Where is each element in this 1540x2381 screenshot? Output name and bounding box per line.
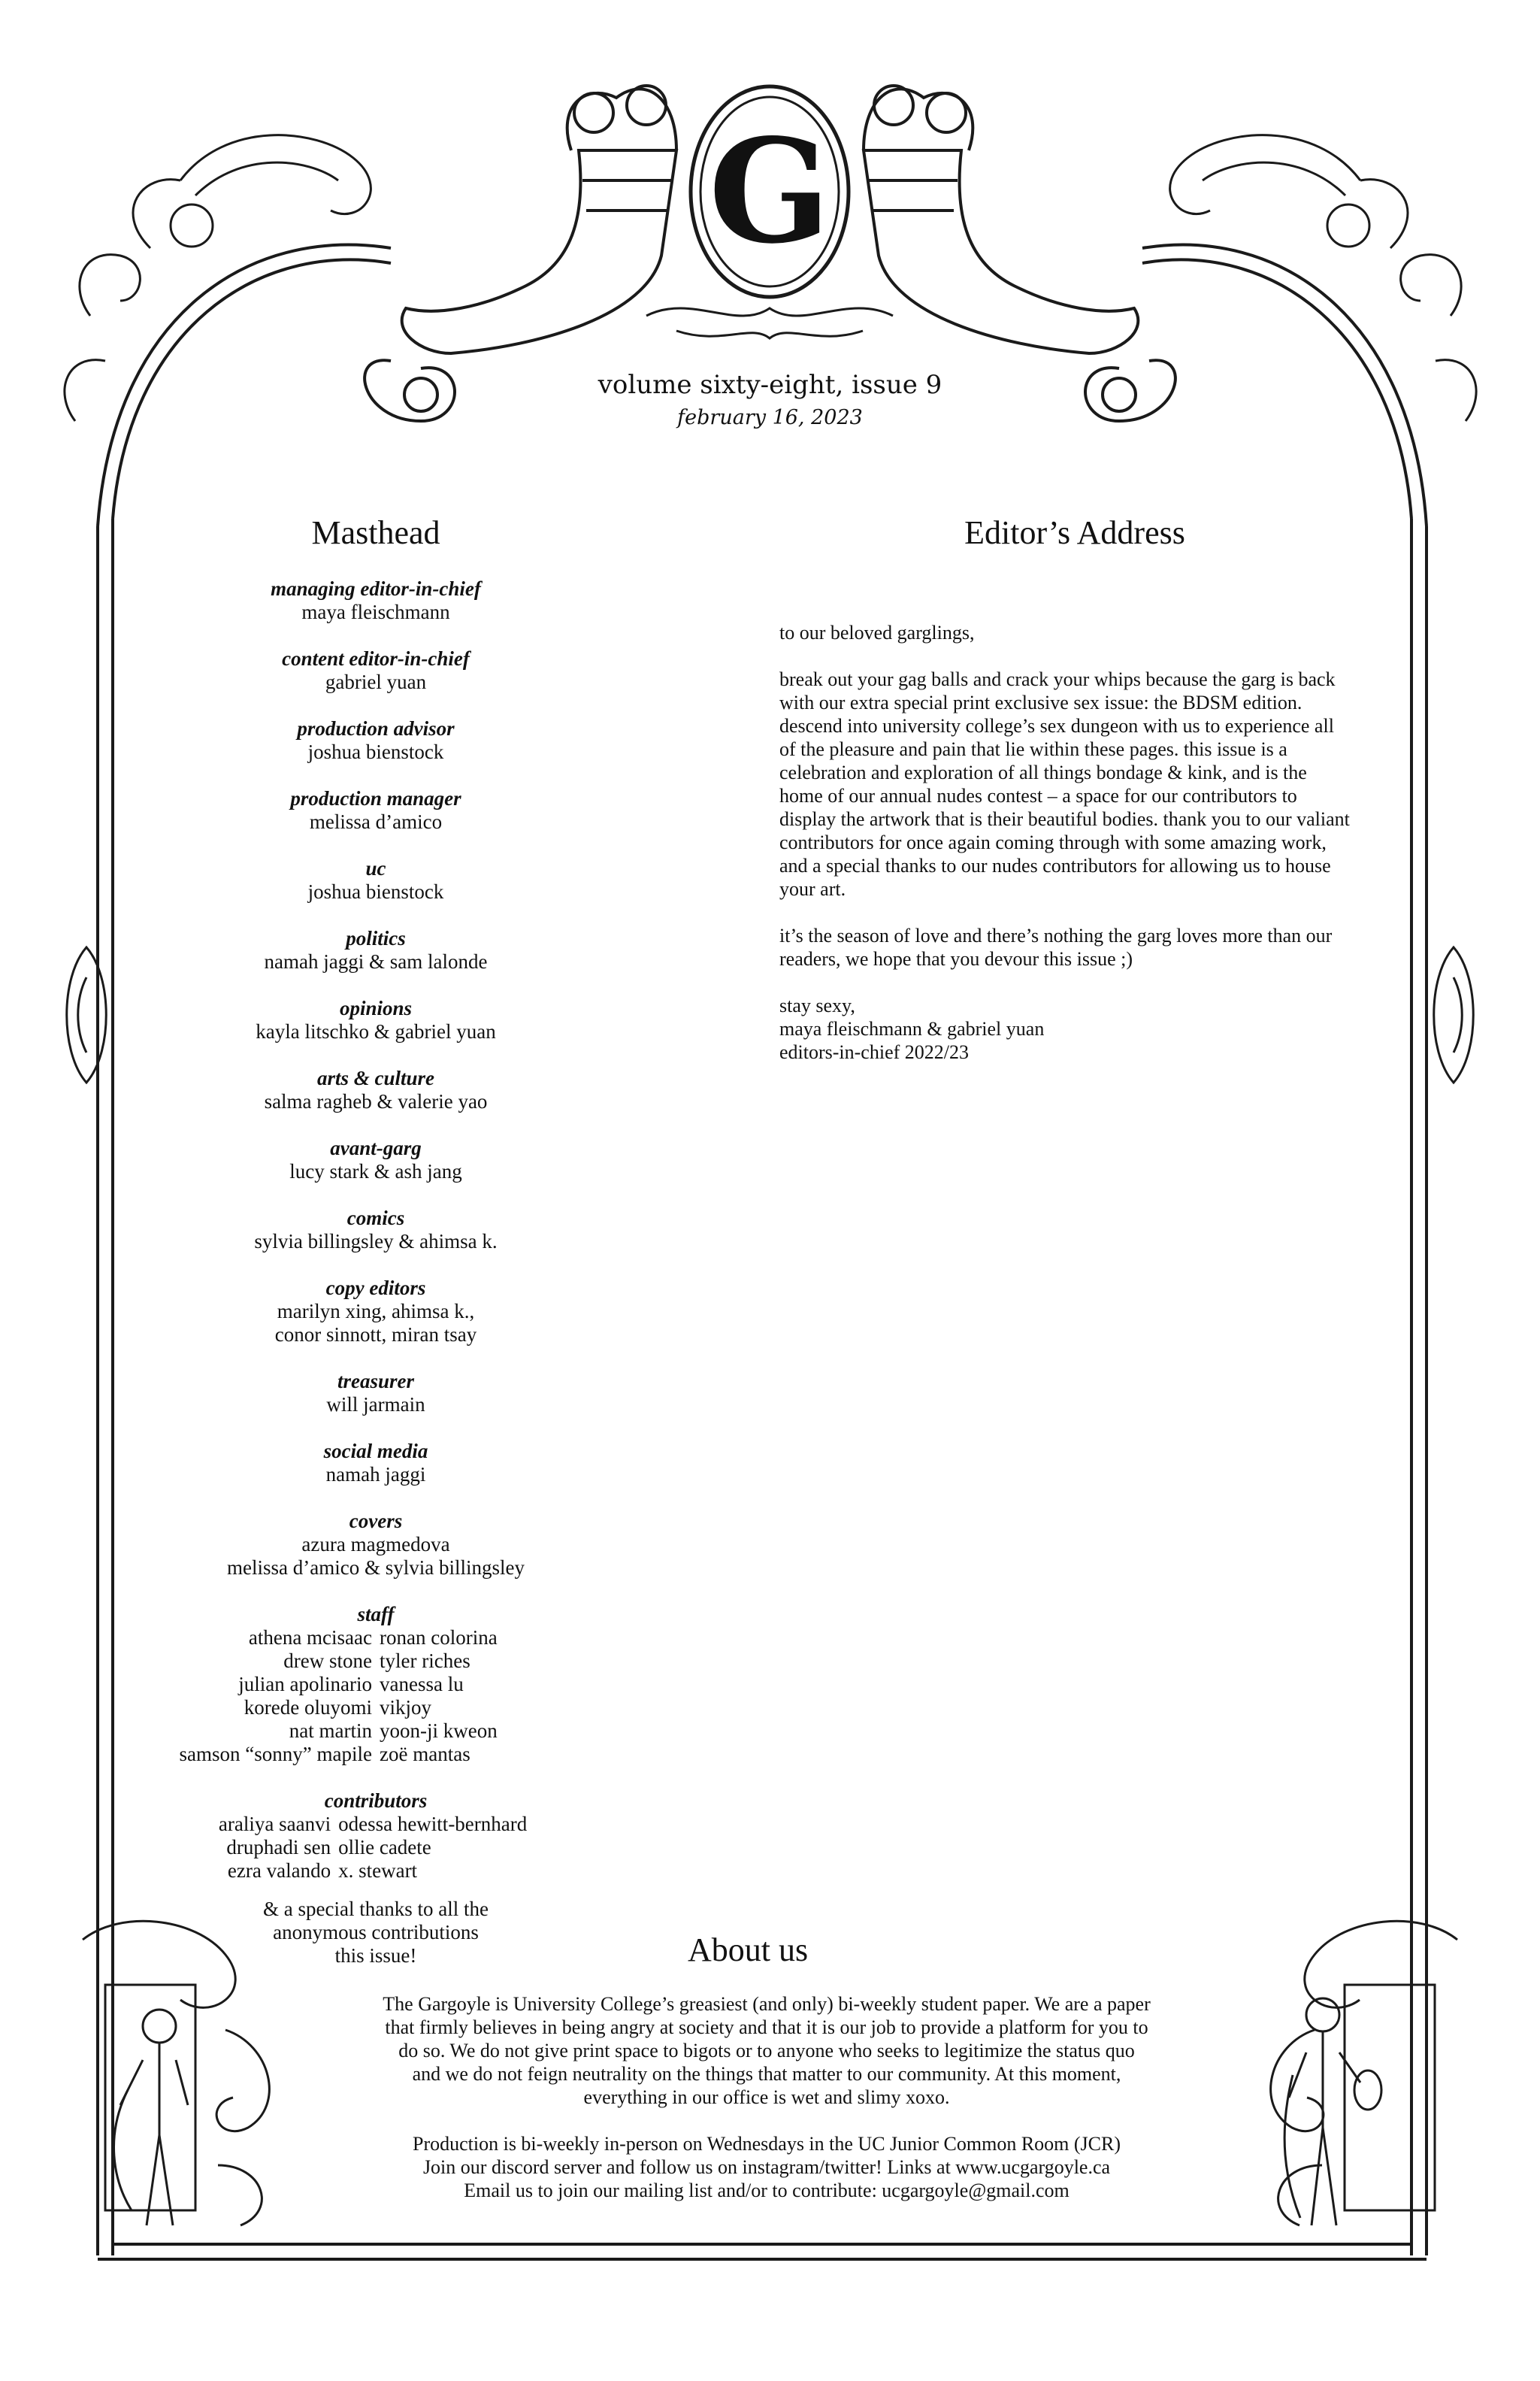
address-closing: it’s the season of love and there’s nothing the garg loves more than our readers, we hope that you devour this issue ;) [779,925,1333,970]
editors-address-body [779,621,1351,1064]
about-us-heading: About us [687,1931,809,1968]
role-title: managing editor-in-chief [271,577,481,600]
signoff-line: editors-in-chief 2022/23 [779,1041,969,1063]
role-names: namah jaggi & sam lalonde [264,950,488,973]
gargoyle-logo: G [708,108,831,275]
staff-name: vikjoy [380,1696,432,1719]
staff-name: yoon-ji kweon [380,1719,498,1742]
role-names: melissa d’amico [309,810,443,833]
about-line: do so. We do not give print space to bigots or to anyone who seeks to legitimize the status quo [398,2040,1135,2061]
address-signoff [779,994,1351,1064]
role-title: social media [323,1440,428,1462]
signoff-line: stay sexy, [779,995,855,1016]
right-nude-figure [1284,1998,1381,2225]
thanks-line: anonymous contributions [273,1921,479,1943]
role-title: copy editors [325,1277,426,1299]
role-title: content editor-in-chief [282,647,470,670]
role-block [143,1207,609,1253]
thanks-line: & a special thanks to all the [263,1898,489,1920]
role-block [143,577,609,624]
role-names: maya fleischmann [301,601,450,623]
right-lower-ornament [1271,947,1474,2225]
role-names: salma ragheb & valerie yao [264,1090,488,1113]
masthead-heading: Masthead [311,514,440,551]
contributor-name: ezra valando [227,1859,331,1882]
role-title: opinions [339,997,413,1019]
issue-volume: volume sixty-eight, issue 9 [598,370,942,400]
address-paragraph: break out your gag balls and crack your whips because the garg is back with our extra special print exclusive sex issue: the BDSM edition. descend into university college’s sex dungeon with us to experience all of the pleasure and pain that lie within these pages. this issue is a celebration and exploration of all things bondage & kink, and is the home of our annual nudes contest – a space for our contributors to display the artwork that is their beautiful bodies. thank you to our valiant contributors for once again coming through with some amazing work, and a special thanks to our nudes contributors for allowing us to house your art. [779,668,1350,900]
contributors-title: contributors [324,1789,428,1812]
role-block [143,1440,609,1486]
staff-name: tyler riches [380,1649,470,1672]
staff-name: athena mcisaac [248,1626,372,1649]
role-title: politics [346,927,406,950]
address-greeting: to our beloved garglings, [779,622,975,644]
left-nude-figure [113,2010,188,2225]
role-block [143,927,609,974]
role-names: lucy stark & ash jang [289,1160,462,1183]
staff-name: nat martin [289,1719,372,1742]
role-block [143,1067,609,1113]
about-line: Email us to join our mailing list and/or to contribute: ucgargoyle@gmail.com [464,2180,1070,2201]
role-block [143,1510,609,1580]
contributor-name: araliya saanvi [218,1813,331,1835]
role-block [143,1370,609,1416]
contributor-name: odessa hewitt-bernhard [338,1813,528,1835]
about-paragraph [331,1992,1203,2109]
role-names: joshua bienstock [307,741,444,763]
special-thanks [143,1898,609,1968]
staff-name: vanessa lu [380,1673,464,1695]
role-names: gabriel yuan [325,671,427,693]
role-names: melissa d’amico & sylvia billingsley [227,1556,525,1579]
staff-title: staff [357,1603,395,1625]
role-block [143,717,609,764]
contributors-block [143,1789,609,1883]
role-names: kayla litschko & gabriel yuan [256,1020,496,1043]
role-title: arts & culture [316,1067,435,1089]
role-title: production manager [290,787,461,810]
role-title: treasurer [337,1370,414,1392]
role-block [143,1137,609,1183]
role-names: sylvia billingsley & ahimsa k. [254,1230,498,1253]
role-title: covers [349,1510,403,1532]
about-us-body [331,1992,1203,2225]
role-names: marilyn xing, ahimsa k., [277,1300,475,1322]
staff-name: ronan colorina [380,1626,498,1649]
about-line: everything in our office is wet and slimy xoxo. [583,2086,950,2108]
role-title: production advisor [297,717,455,740]
thanks-line: this issue! [334,1944,417,1967]
about-line: The Gargoyle is University College’s greasiest (and only) bi-weekly student paper. We are a paper [383,1993,1151,2015]
editors-address-heading: Editor’s Address [964,514,1185,551]
staff-name: julian apolinario [238,1673,372,1695]
staff-name: drew stone [283,1649,372,1672]
role-title: comics [346,1207,405,1229]
role-block [143,647,609,694]
staff-block [143,1603,609,1766]
staff-name: zoë mantas [380,1743,470,1765]
signoff-line: maya fleischmann & gabriel yuan [779,1018,1045,1040]
about-line: Production is bi-weekly in-person on Wednesdays in the UC Junior Common Room (JCR) [412,2133,1121,2155]
staff-name: samson “sonny” mapile [179,1743,372,1765]
role-title: uc [365,857,386,880]
role-names: joshua bienstock [307,880,444,903]
role-names: will jarmain [326,1393,425,1416]
contributor-name: druphadi sen [226,1836,331,1858]
about-contact-paragraph [331,2132,1203,2202]
role-block [143,857,609,904]
role-names: conor sinnott, miran tsay [274,1323,477,1346]
issue-date: february 16, 2023 [677,406,863,429]
role-title: avant-garg [330,1137,422,1159]
role-names: azura magmedova [301,1533,450,1556]
masthead-list [143,577,609,1968]
role-block [143,1277,609,1347]
about-line: Join our discord server and follow us on instagram/twitter! Links at www.ucgargoyle.ca [422,2156,1111,2178]
contributor-name: x. stewart [338,1859,418,1882]
staff-name: korede oluyomi [244,1696,372,1719]
contributor-name: ollie cadete [338,1836,431,1858]
about-line: that firmly believes in being angry at society and that it is our job to provide a platform for you to [385,2016,1148,2038]
role-block [143,787,609,834]
contributors-grid [143,1813,609,1883]
role-names: namah jaggi [325,1463,426,1486]
staff-grid [143,1626,609,1766]
about-line: and we do not feign neutrality on the things that matter to our community. At this moment, [412,2063,1121,2085]
role-block [143,997,609,1044]
